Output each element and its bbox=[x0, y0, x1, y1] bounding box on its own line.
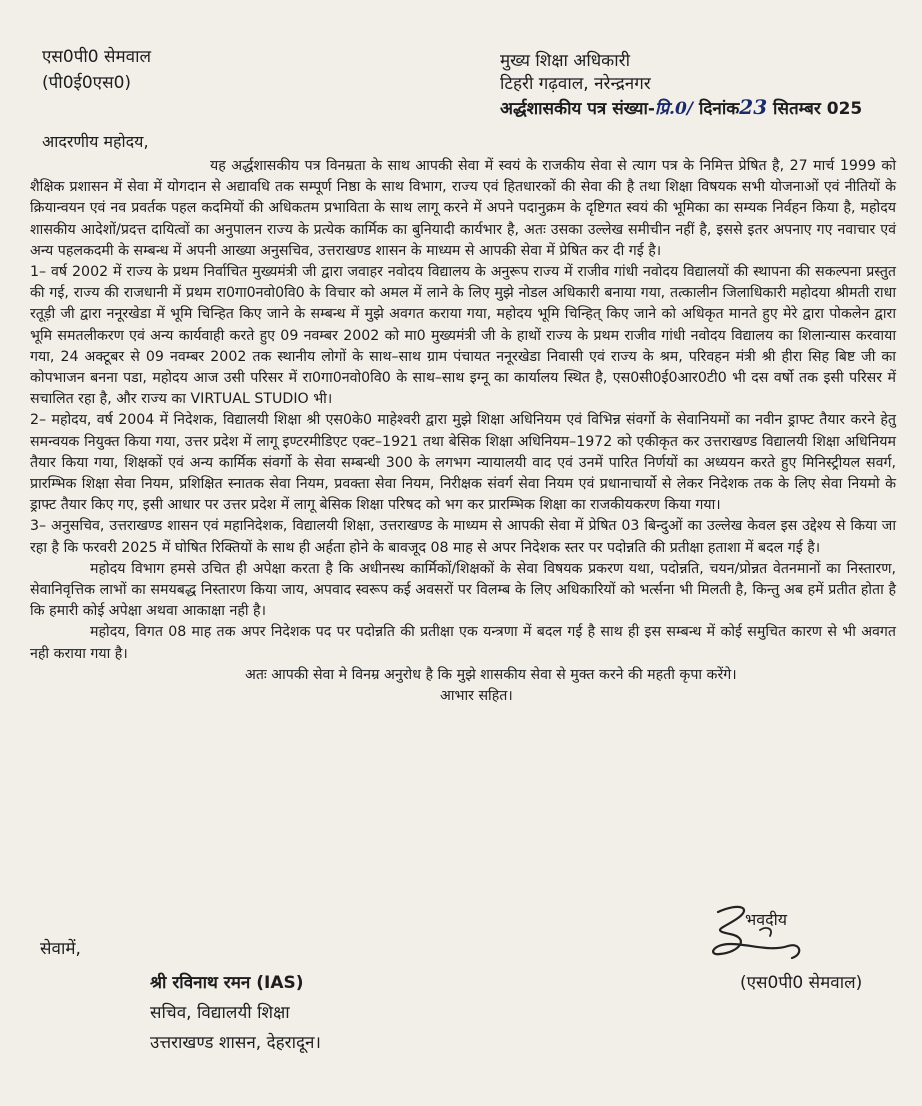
recipient-block bbox=[150, 968, 321, 1058]
signoff-word: भवदीय bbox=[745, 910, 788, 929]
to-label: सेवामें, bbox=[40, 939, 81, 959]
recipient-name: श्री रविनाथ रमन (IAS) bbox=[150, 973, 304, 993]
office-block bbox=[500, 50, 862, 121]
paragraph-request: अतः आपकी सेवा मे विनम्र अनुरोध है कि मुझे शासकीय सेवा से मुक्त करने की महती कृपा करेंगे। bbox=[245, 666, 737, 683]
sender-block bbox=[42, 44, 151, 96]
paragraph-point-1: 1– वर्ष 2002 में राज्य के प्रथम निर्वाचित मुख्यमंत्री जी द्वारा जवाहर नवोदय विद्यालय के अनुरूप राज्य में राजीव गांधी नवोदय विद्यालयों की स्थापना की सकल्पना प्रस्तुत की गई, राज्य की राजधानी में प्रथम रा0गा0नवो0वि0 के विचार को अमल में लाने के लिए मुझे नोडल अधिकारी बनाया गया, तत्कालीन जिलाधिकारी महोदया श्रीमती राधा रतूड़ी जी द्वारा ननूरखेडा में भूमि चिन्हित किए जाने के सम्बन्ध में मुझे अवगत कराया गया, महोदय भूमि चिन्हित् किए जाने को अधिकृत मानते हुए मेरे द्वारा पोकलेन द्वारा भूमि समतलीकरण एवं अन्य कार्यवाही करते हुए 09 नवम्बर 2002 को मा0 मुख्यमंत्री जी के हाथों राज्य के प्रथम राजीव गांधी नवोदय विद्यालय का शिलान्यास करवाया गया, 24 अक्टूबर से 09 नवम्बर 2002 तक स्थानीय लोगों के साथ–साथ ग्राम पंचायत ननूरखेडा निवासी एवं राज्य के श्रम, परिवहन मंत्री श्री हीरा सिह बिष्ट जी का कोपभाजन बनना पडा, महोदय आज उसी परिसर में रा0गा0नवो0वि0 के साथ–साथ इग्नू का कार्यालय स्थित है, एस0सी0ई0आर0टी0 भी दस वर्षो तक इसी परिसर में सचालित रहा है, और राज्य का VIRTUAL STUDIO भी। bbox=[30, 264, 896, 408]
date-month-year: सितम्बर 025 bbox=[773, 99, 863, 119]
paragraph-intro: यह अर्द्धशासकीय पत्र विनम्रता के साथ आपकी सेवा में स्वयं के राजकीय सेवा से त्याग पत्र के निमित्त प्रेषित है, 27 मार्च 1999 को शैक्षिक प्रशासन में सेवा में योगदान से अद्यावधि तक सम्पूर्ण निष्ठा के साथ विभाग, राज्य एवं हितधारकों की सेवा की है तथा शिक्षा विषयक सभी योजनाओं एवं नीतियों के क्रियान्वयन एवं नव प्रवर्तक पहल कदमियों की अधिकतम प्रभाविता के साथ लागू करने में अपने पदानुक्रम के दृष्टिगत स्वयं की भूमिका का सम्यक निर्वहन किया है, महोदय शासकीय आदेशों/प्रदत्त दायित्वों का अनुपालन राज्य के प्रत्येक कार्मिक का बुनियादी कार्यभार है, अतः उसका उल्लेख समीचीन नहीं है, इससे इतर अपनाए गए नवाचार एवं अन्य पहलकदमी के सम्बन्ध में अपनी आख्या अनुसचिव, उत्तराखण्ड शासन के माध्यम से आपकी सेवा में प्रेषित कर दी गई है। bbox=[30, 158, 896, 259]
paragraph-expectation: महोदय विभाग हमसे उचित ही अपेक्षा करता है कि अधीनस्थ कार्मिकों/शिक्षकों के सेवा विषयक प्रकरण यथा, पदोन्नति, चयन/प्रोन्नत वेतनमानों का निस्तारण, सेवानिवृत्तिक लाभों का समयबद्ध निस्तारण किया जाय, अपवाद स्वरूप कई अवसरों पर विलम्ब के लिए अधिकारियों को भर्त्सना भी मिलती है, किन्तु अब हमें प्रतीत होता है कि हमारी कोई अपेक्षा अथवा आकाक्षा नही है। bbox=[30, 560, 897, 620]
paragraph-thanks: आभार सहित। bbox=[440, 688, 513, 705]
date-day: 23 bbox=[739, 95, 768, 119]
office-location: टिहरी गढ़वाल, नरेन्द्रनगर bbox=[500, 74, 651, 94]
reference-label: अर्द्धशासकीय पत्र संख्या- bbox=[500, 99, 655, 119]
date-label: दिनांक bbox=[698, 99, 740, 119]
signoff-name: (एस0पी0 सेमवाल) bbox=[740, 973, 863, 993]
office-title: मुख्य शिक्षा अधिकारी bbox=[500, 51, 630, 71]
recipient-designation: सचिव, विद्यालयी शिक्षा bbox=[150, 1003, 290, 1023]
paragraph-point-3: 3– अनुसचिव, उत्तराखण्ड शासन एवं महानिदेशक, विद्यालयी शिक्षा, उत्तराखण्ड के माध्यम से आपकी सेवा में प्रेषित 03 बिन्दुओं का उल्लेख केवल इस उद्देश्य से किया जा रहा है कि फरवरी 2025 में घोषित रिक्तियों के साथ ही अर्हता होने के बावजूद 08 माह से अपर निदेशक स्तर पर पदोन्नति की प्रतीक्षा हताशा में बदल गई है। bbox=[30, 518, 896, 556]
salutation: आदरणीय महोदय, bbox=[42, 132, 149, 151]
reference-line bbox=[500, 96, 862, 121]
paragraph-delay: महोदय, विगत 08 माह तक अपर निदेशक पद पर पदोन्नति की प्रतीक्षा एक यन्त्रणा में बदल गई है साथ ही इस सम्बन्ध में कोई समुचित कारण से भी अवगत नही कराया गया है। bbox=[30, 624, 896, 662]
sender-name: एस0पी0 सेमवाल bbox=[42, 47, 152, 67]
recipient-address: उत्तराखण्ड शासन, देहरादून। bbox=[150, 1033, 321, 1053]
paragraph-point-2: 2– महोदय, वर्ष 2004 में निदेशक, विद्यालयी शिक्षा श्री एस0के0 माहेश्वरी द्वारा मुझे शिक्षा अधिनियम एवं विभिन्न संवर्गो के सेवानियमों का नवीन ड्राफ्ट तैयार करने हेतु समन्वयक नियुक्त किया गया, उत्तर प्रदेश में लागू इण्टरमीडिएट एक्ट–1921 तथा बेसिक शिक्षा अधिनियम–1972 को एकीकृत कर उत्तराखण्ड विद्यालयी शिक्षा अधिनियम तैयार किया गया, शिक्षकों एवं अन्य कार्मिक संवर्गो के सेवा सम्बन्धी 300 के लगभग न्यायालयी वाद एवं उनमें पारित निर्णयों का अध्ययन करते हुए मिनिस्ट्रीयल सवर्ग, प्रारम्भिक शिक्षा सेवा नियम, प्रशिक्षित स्नातक सेवा नियम, प्रवक्ता सेवा नियम, निरीक्षक संवर्ग सेवा नियम एवं प्रधानाचार्यो से लेकर निदेशक तक के लिए सेवा नियमो के ड्राफ्ट तैयार किए गए, इसी आधार पर उत्तर प्रदेश में लागू बेसिक शिक्षा परिषद को भग कर प्रारम्भिक शिक्षा का राजकीयकरण किया गया। bbox=[30, 412, 896, 514]
letter-body bbox=[30, 156, 896, 707]
sender-designation: (पी0ई0एस0) bbox=[42, 73, 132, 93]
reference-number: प्रि.0/ bbox=[654, 99, 694, 119]
